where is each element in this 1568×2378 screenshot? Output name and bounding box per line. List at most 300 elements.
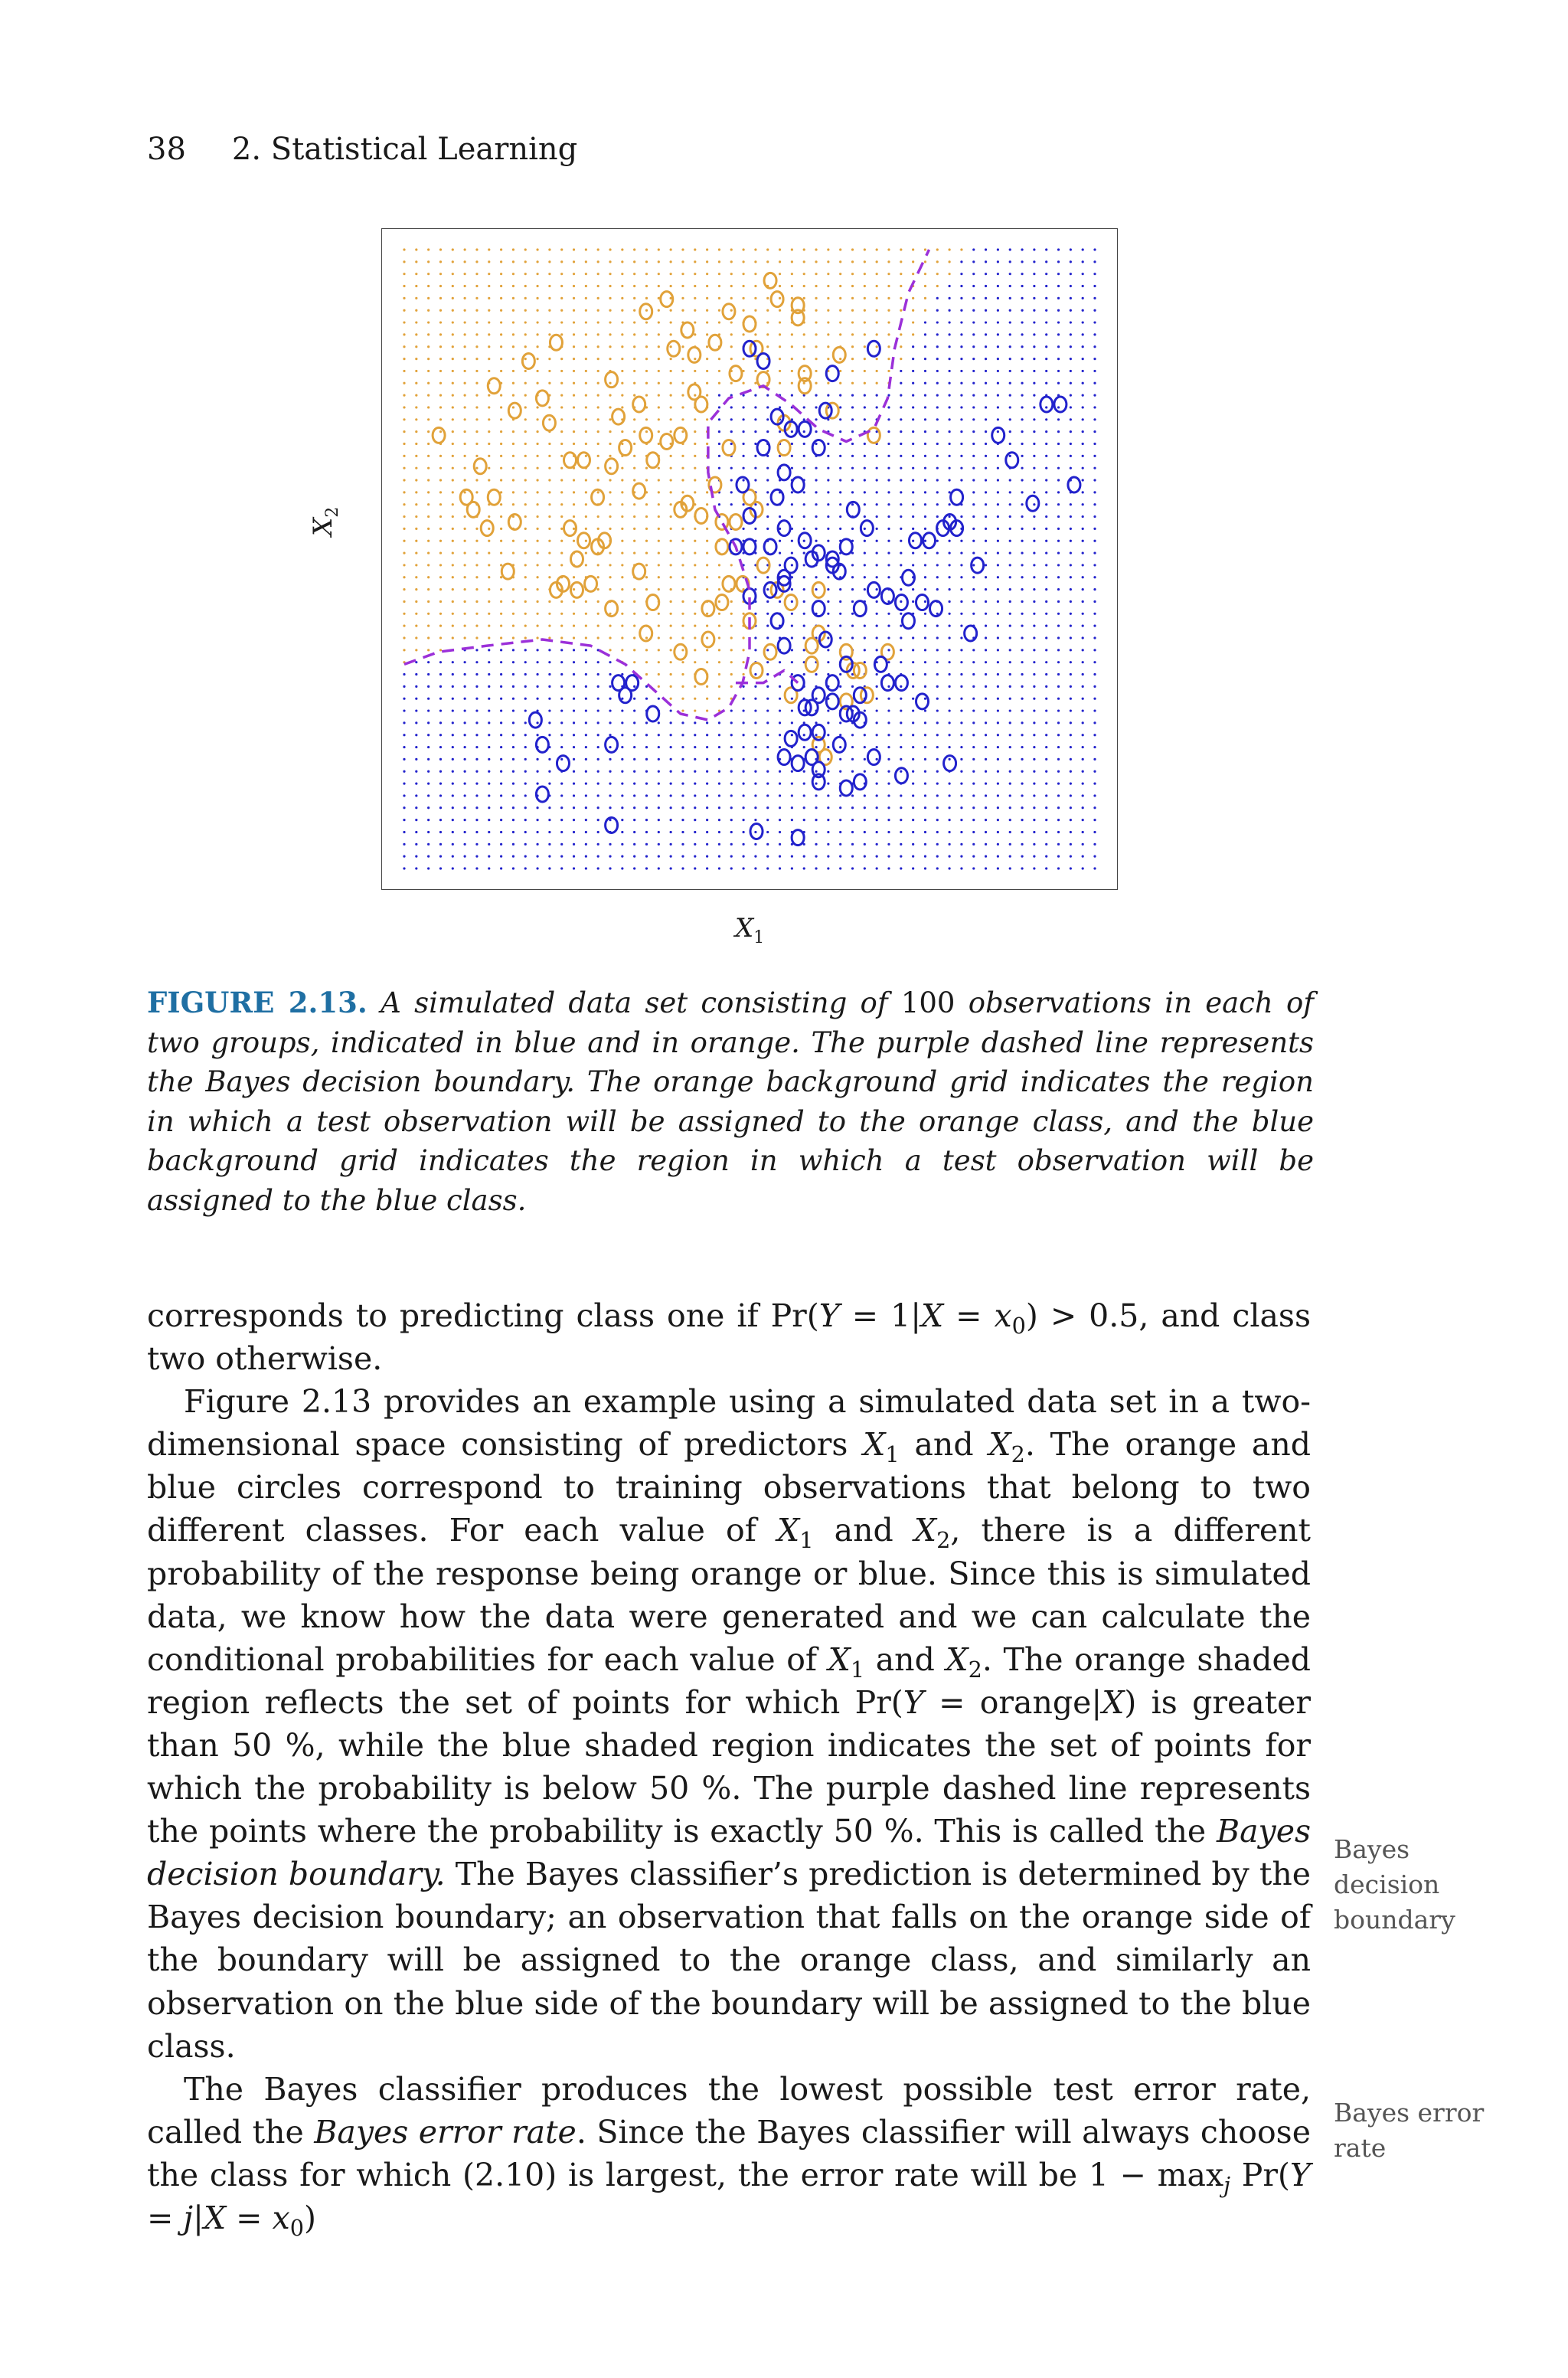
grid-dot <box>912 649 914 651</box>
grid-dot <box>900 394 902 397</box>
grid-dot <box>1033 770 1035 773</box>
grid-dot <box>500 503 502 505</box>
grid-dot <box>1082 709 1084 711</box>
grid-dot <box>452 260 454 263</box>
grid-dot <box>791 491 793 493</box>
grid-dot <box>645 382 648 384</box>
grid-dot <box>621 746 623 748</box>
grid-dot <box>585 297 587 299</box>
grid-dot <box>985 540 987 542</box>
grid-dot <box>621 782 623 784</box>
grid-dot <box>560 698 563 700</box>
grid-dot <box>936 721 939 724</box>
grid-dot <box>791 770 793 773</box>
grid-dot <box>791 564 793 566</box>
grid-dot <box>524 734 527 736</box>
grid-dot <box>1009 540 1011 542</box>
grid-dot <box>876 794 878 796</box>
grid-dot <box>912 297 914 299</box>
grid-dot <box>1082 625 1084 627</box>
grid-dot <box>1021 673 1023 675</box>
grid-dot <box>573 260 575 263</box>
grid-dot <box>742 309 744 312</box>
grid-dot <box>706 479 708 481</box>
grid-dot <box>427 831 430 833</box>
grid-dot <box>694 443 696 445</box>
grid-dot <box>936 636 939 639</box>
grid-dot <box>912 564 914 566</box>
grid-dot <box>997 273 999 275</box>
grid-dot <box>488 819 490 821</box>
grid-dot <box>949 248 951 250</box>
grid-dot <box>960 273 962 275</box>
grid-dot <box>936 273 939 275</box>
grid-dot <box>560 540 563 542</box>
grid-dot <box>633 709 635 711</box>
grid-dot <box>524 819 527 821</box>
grid-dot <box>851 685 854 688</box>
grid-dot <box>912 636 914 639</box>
grid-dot <box>500 685 502 688</box>
grid-dot <box>827 734 829 736</box>
grid-dot <box>1021 418 1023 420</box>
grid-dot <box>791 370 793 372</box>
grid-dot <box>1082 248 1084 250</box>
grid-dot <box>1070 588 1072 590</box>
grid-dot <box>560 260 563 263</box>
grid-dot <box>548 867 550 869</box>
grid-dot <box>1057 406 1060 408</box>
grid-dot <box>887 806 890 809</box>
grid-dot <box>464 806 466 809</box>
grid-dot <box>803 613 805 615</box>
grid-dot <box>475 806 478 809</box>
grid-dot <box>536 843 538 846</box>
grid-dot <box>960 455 962 457</box>
grid-dot <box>1093 794 1096 796</box>
grid-dot <box>791 819 793 821</box>
grid-dot <box>985 551 987 554</box>
grid-dot <box>573 382 575 384</box>
grid-dot <box>452 321 454 323</box>
grid-dot <box>681 260 684 263</box>
grid-dot <box>403 673 405 675</box>
grid-dot <box>1093 370 1096 372</box>
grid-dot <box>1070 297 1072 299</box>
grid-dot <box>864 321 866 323</box>
grid-dot <box>1021 358 1023 360</box>
grid-dot <box>439 248 442 250</box>
grid-dot <box>766 734 769 736</box>
grid-dot <box>936 394 939 397</box>
grid-dot <box>1033 370 1035 372</box>
grid-dot <box>512 782 514 784</box>
grid-dot <box>851 564 854 566</box>
grid-dot <box>1045 855 1047 858</box>
grid-dot <box>706 843 708 846</box>
grid-dot <box>827 503 829 505</box>
grid-dot <box>766 685 769 688</box>
grid-dot <box>779 309 781 312</box>
grid-dot <box>791 794 793 796</box>
grid-dot <box>512 455 514 457</box>
grid-dot <box>621 528 623 530</box>
grid-dot <box>500 831 502 833</box>
grid-dot <box>803 430 805 433</box>
grid-dot <box>475 528 478 530</box>
grid-dot <box>851 528 854 530</box>
grid-dot <box>488 855 490 858</box>
grid-dot <box>500 285 502 287</box>
grid-dot <box>1009 503 1011 505</box>
grid-dot <box>464 734 466 736</box>
grid-dot <box>924 503 926 505</box>
grid-dot <box>1070 698 1072 700</box>
grid-dot <box>452 406 454 408</box>
grid-dot <box>524 285 527 287</box>
grid-dot <box>573 661 575 663</box>
grid-dot <box>488 406 490 408</box>
grid-dot <box>488 528 490 530</box>
grid-dot <box>972 734 975 736</box>
grid-dot <box>512 382 514 384</box>
grid-dot <box>415 685 417 688</box>
grid-dot <box>1045 358 1047 360</box>
grid-dot <box>1057 831 1060 833</box>
grid-dot <box>597 770 599 773</box>
grid-dot <box>427 636 430 639</box>
grid-dot <box>754 418 756 420</box>
grid-dot <box>1045 370 1047 372</box>
grid-dot <box>936 370 939 372</box>
grid-dot <box>1009 430 1011 433</box>
grid-dot <box>1093 588 1096 590</box>
grid-dot <box>900 540 902 542</box>
grid-dot <box>718 358 720 360</box>
margin-note-bayes-decision-boundary: Bayes decision boundary <box>1334 1834 1455 1935</box>
grid-dot <box>887 515 890 518</box>
grid-dot <box>900 297 902 299</box>
grid-dot <box>415 260 417 263</box>
grid-dot <box>452 443 454 445</box>
grid-dot <box>815 358 817 360</box>
grid-dot <box>912 855 914 858</box>
grid-dot <box>900 260 902 263</box>
grid-dot <box>658 333 660 335</box>
grid-dot <box>1033 636 1035 639</box>
grid-dot <box>887 758 890 761</box>
grid-dot <box>1045 564 1047 566</box>
grid-dot <box>972 721 975 724</box>
grid-dot <box>475 867 478 869</box>
grid-dot <box>1082 843 1084 846</box>
grid-dot <box>1057 770 1060 773</box>
grid-dot <box>427 770 430 773</box>
grid-dot <box>415 443 417 445</box>
grid-dot <box>415 782 417 784</box>
grid-dot <box>1033 600 1035 603</box>
grid-dot <box>609 709 611 711</box>
grid-dot <box>803 503 805 505</box>
grid-dot <box>936 782 939 784</box>
grid-dot <box>960 685 962 688</box>
grid-dot <box>1033 855 1035 858</box>
grid-dot <box>452 418 454 420</box>
grid-dot <box>609 345 611 348</box>
grid-dot <box>427 649 430 651</box>
grid-dot <box>585 418 587 420</box>
grid-dot <box>1070 382 1072 384</box>
grid-dot <box>573 867 575 869</box>
grid-dot <box>876 515 878 518</box>
grid-dot <box>997 345 999 348</box>
grid-dot <box>670 831 672 833</box>
grid-dot <box>512 649 514 651</box>
grid-dot <box>827 540 829 542</box>
grid-dot <box>997 418 999 420</box>
grid-dot <box>681 406 684 408</box>
grid-dot <box>585 770 587 773</box>
grid-dot <box>1009 819 1011 821</box>
grid-dot <box>997 358 999 360</box>
grid-dot <box>524 685 527 688</box>
grid-dot <box>1009 564 1011 566</box>
grid-dot <box>621 843 623 846</box>
grid-dot <box>766 661 769 663</box>
grid-dot <box>985 394 987 397</box>
grid-dot <box>887 260 890 263</box>
grid-dot <box>972 260 975 263</box>
grid-dot <box>1045 333 1047 335</box>
grid-dot <box>876 491 878 493</box>
grid-dot <box>742 479 744 481</box>
grid-dot <box>997 782 999 784</box>
grid-dot <box>900 309 902 312</box>
grid-dot <box>548 321 550 323</box>
grid-dot <box>985 770 987 773</box>
grid-dot <box>500 734 502 736</box>
grid-dot <box>1009 345 1011 348</box>
grid-dot <box>500 613 502 615</box>
grid-dot <box>803 600 805 603</box>
grid-dot <box>851 758 854 761</box>
grid-dot <box>512 443 514 445</box>
grid-dot <box>815 406 817 408</box>
grid-dot <box>536 418 538 420</box>
grid-dot <box>827 528 829 530</box>
grid-dot <box>1021 794 1023 796</box>
grid-dot <box>524 698 527 700</box>
grid-dot <box>972 806 975 809</box>
grid-dot <box>427 345 430 348</box>
grid-dot <box>1082 333 1084 335</box>
grid-dot <box>997 576 999 578</box>
grid-dot <box>985 843 987 846</box>
grid-dot <box>1045 588 1047 590</box>
grid-dot <box>1045 321 1047 323</box>
grid-dot <box>645 636 648 639</box>
grid-dot <box>464 782 466 784</box>
grid-dot <box>488 430 490 433</box>
grid-dot <box>681 297 684 299</box>
grid-dot <box>997 867 999 869</box>
grid-dot <box>815 540 817 542</box>
grid-dot <box>997 540 999 542</box>
grid-dot <box>475 588 478 590</box>
grid-dot <box>658 406 660 408</box>
grid-dot <box>864 576 866 578</box>
grid-dot <box>730 855 733 858</box>
grid-dot <box>670 625 672 627</box>
grid-dot <box>876 758 878 761</box>
grid-dot <box>827 819 829 821</box>
grid-dot <box>791 285 793 287</box>
grid-dot <box>754 479 756 481</box>
grid-dot <box>936 540 939 542</box>
grid-dot <box>949 600 951 603</box>
grid-dot <box>670 758 672 761</box>
grid-dot <box>887 430 890 433</box>
grid-dot <box>1057 528 1060 530</box>
grid-dot <box>1009 600 1011 603</box>
grid-dot <box>645 260 648 263</box>
grid-dot <box>1057 443 1060 445</box>
grid-dot <box>658 358 660 360</box>
grid-dot <box>754 685 756 688</box>
grid-dot <box>427 467 430 469</box>
grid-dot <box>706 855 708 858</box>
grid-dot <box>876 345 878 348</box>
grid-dot <box>658 418 660 420</box>
grid-dot <box>766 867 769 869</box>
grid-dot <box>815 285 817 287</box>
grid-dot <box>912 528 914 530</box>
grid-dot <box>1070 273 1072 275</box>
grid-dot <box>949 260 951 263</box>
grid-dot <box>475 285 478 287</box>
grid-dot <box>621 333 623 335</box>
grid-dot <box>936 260 939 263</box>
grid-dot <box>827 285 829 287</box>
grid-dot <box>839 406 841 408</box>
grid-dot <box>827 443 829 445</box>
grid-dot <box>1009 515 1011 518</box>
grid-dot <box>452 467 454 469</box>
grid-dot <box>754 649 756 651</box>
grid-dot <box>827 831 829 833</box>
figure-label: FIGURE 2.13. <box>147 986 368 1019</box>
grid-dot <box>1021 333 1023 335</box>
grid-dot <box>609 782 611 784</box>
grid-dot <box>960 443 962 445</box>
grid-dot <box>681 430 684 433</box>
grid-dot <box>960 297 962 299</box>
grid-dot <box>658 515 660 518</box>
grid-dot <box>500 855 502 858</box>
grid-dot <box>670 370 672 372</box>
grid-dot <box>585 613 587 615</box>
grid-dot <box>936 479 939 481</box>
grid-dot <box>766 394 769 397</box>
grid-dot <box>779 297 781 299</box>
grid-dot <box>1070 248 1072 250</box>
grid-dot <box>403 770 405 773</box>
grid-dot <box>645 479 648 481</box>
grid-dot <box>1033 491 1035 493</box>
grid-dot <box>633 831 635 833</box>
grid-dot <box>548 260 550 263</box>
grid-dot <box>427 503 430 505</box>
grid-dot <box>1057 467 1060 469</box>
grid-dot <box>415 649 417 651</box>
grid-dot <box>621 600 623 603</box>
grid-dot <box>706 746 708 748</box>
grid-dot <box>548 406 550 408</box>
grid-dot <box>864 551 866 554</box>
figure-caption <box>147 983 1314 1220</box>
grid-dot <box>427 758 430 761</box>
grid-dot <box>403 806 405 809</box>
grid-dot <box>900 758 902 761</box>
grid-dot <box>730 406 733 408</box>
grid-dot <box>985 855 987 858</box>
grid-dot <box>864 406 866 408</box>
grid-dot <box>997 382 999 384</box>
grid-dot <box>997 758 999 761</box>
grid-dot <box>900 867 902 869</box>
grid-dot <box>658 382 660 384</box>
grid-dot <box>1033 443 1035 445</box>
grid-dot <box>536 491 538 493</box>
grid-dot <box>1045 285 1047 287</box>
grid-dot <box>427 528 430 530</box>
grid-dot <box>1082 285 1084 287</box>
grid-dot <box>839 285 841 287</box>
grid-dot <box>1045 455 1047 457</box>
grid-dot <box>475 540 478 542</box>
grid-dot <box>681 345 684 348</box>
grid-dot <box>403 721 405 724</box>
grid-dot <box>1021 406 1023 408</box>
grid-dot <box>536 345 538 348</box>
grid-dot <box>536 358 538 360</box>
grid-dot <box>1082 746 1084 748</box>
grid-dot <box>1082 443 1084 445</box>
grid-dot <box>779 333 781 335</box>
grid-dot <box>803 248 805 250</box>
grid-dot <box>706 345 708 348</box>
grid-dot <box>754 709 756 711</box>
grid-dot <box>694 491 696 493</box>
grid-dot <box>633 625 635 627</box>
grid-dot <box>439 297 442 299</box>
grid-dot <box>766 345 769 348</box>
grid-dot <box>864 285 866 287</box>
grid-dot <box>1009 698 1011 700</box>
grid-dot <box>779 260 781 263</box>
grid-dot <box>1082 636 1084 639</box>
grid-dot <box>670 491 672 493</box>
grid-dot <box>427 734 430 736</box>
grid-dot <box>609 588 611 590</box>
grid-dot <box>548 540 550 542</box>
grid-dot <box>779 698 781 700</box>
grid-dot <box>1045 794 1047 796</box>
grid-dot <box>779 867 781 869</box>
grid-dot <box>1057 843 1060 846</box>
grid-dot <box>912 758 914 761</box>
grid-dot <box>548 515 550 518</box>
